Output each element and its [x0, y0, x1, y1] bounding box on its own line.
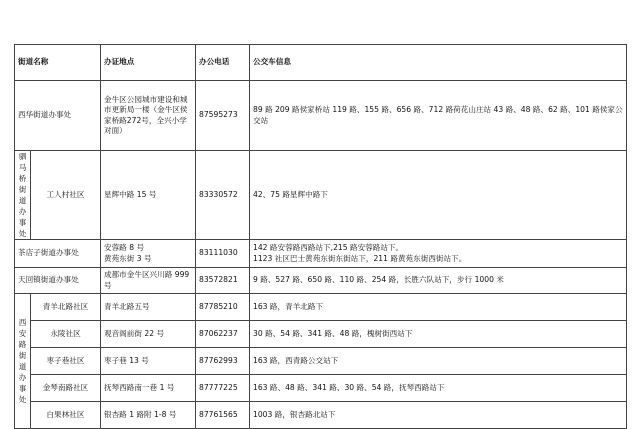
- table-row: [15, 402, 627, 429]
- phone-cell: 87762993: [196, 348, 250, 375]
- table-row: [15, 240, 627, 268]
- street-cell: 西华街道办事处: [15, 81, 101, 151]
- bus-cell: 163 路，青羊北路下: [250, 294, 627, 321]
- phone-cell: 87777225: [196, 375, 250, 402]
- table-row: [15, 375, 627, 402]
- location-cell: 观音阁前街 22 号: [101, 321, 196, 348]
- location-cell: 星辉中路 15 号: [101, 151, 196, 240]
- bus-cell: 42、75 路星辉中路下: [250, 151, 627, 240]
- table-row: [15, 268, 627, 294]
- phone-cell: 87595273: [196, 81, 250, 151]
- table-row: [15, 321, 627, 348]
- location-cell: 抚琴西路南一巷 1 号: [101, 375, 196, 402]
- phone-cell: 83111030: [196, 240, 250, 268]
- street-cell-vertical: 西 安 路 街 道 办 事 处: [15, 294, 31, 429]
- header-location: 办证地点: [101, 45, 196, 81]
- office-info-table-wrapper: [14, 44, 626, 418]
- bus-cell: 30 路、54 路、341 路、48 路，槐树街西站下: [250, 321, 627, 348]
- street-cell: 茶店子街道办事处: [15, 240, 101, 268]
- header-street: 街道名称: [15, 45, 101, 81]
- community-cell: 白果林社区: [31, 402, 101, 429]
- phone-cell: 87761565: [196, 402, 250, 429]
- location-cell: 成都市金牛区兴川路 999 号: [101, 268, 196, 294]
- phone-cell: 87785210: [196, 294, 250, 321]
- phone-cell: 87062237: [196, 321, 250, 348]
- table-row: [15, 151, 627, 240]
- street-cell-vertical: 驷 马 桥 街 道 办 事 处: [15, 151, 31, 240]
- phone-cell: 83330572: [196, 151, 250, 240]
- bus-cell: 163 路，西青路公交站下: [250, 348, 627, 375]
- bus-cell: 142 路安蓉路西路站下,215 路安蓉路站下。 1123 社区巴士黄苑东街东街站下，211 路黄苑东街西街站下。: [250, 240, 627, 268]
- office-info-table: [14, 44, 627, 429]
- phone-cell: 83572821: [196, 268, 250, 294]
- location-cell: 枣子巷 13 号: [101, 348, 196, 375]
- community-cell: 枣子巷社区: [31, 348, 101, 375]
- header-bus: 公交车信息: [250, 45, 627, 81]
- table-row: [15, 294, 627, 321]
- bus-cell: 163 路、48 路、341 路、30 路、54 路，抚琴西路站下: [250, 375, 627, 402]
- community-cell: 永陵社区: [31, 321, 101, 348]
- bus-cell: 9 路、527 路、650 路、110 路、254 路，长胜六队站下，步行 1000 米: [250, 268, 627, 294]
- header-row: [15, 45, 627, 81]
- table-row: [15, 81, 627, 151]
- community-cell: 青羊北路社区: [31, 294, 101, 321]
- location-cell: 青羊北路五号: [101, 294, 196, 321]
- table-row: [15, 348, 627, 375]
- community-cell: 工人村社区: [31, 151, 101, 240]
- location-cell: 金牛区公园城市建设和城市更新局一楼（金牛区侯家桥路272号，全兴小学对面）: [101, 81, 196, 151]
- street-cell: 天回镇街道办事处: [15, 268, 101, 294]
- bus-cell: 1003 路，银杏路北站下: [250, 402, 627, 429]
- bus-cell: 89 路 209 路侯家桥站 119 路、155 路、656 路、712 路荷花山庄站 43 路、48 路、62 路、101 路侯家公交站: [250, 81, 627, 151]
- community-cell: 金琴南路社区: [31, 375, 101, 402]
- location-cell: 安蓉路 8 号 黄苑东街 3 号: [101, 240, 196, 268]
- header-phone: 办公电话: [196, 45, 250, 81]
- location-cell: 银杏路 1 路附 1-8 号: [101, 402, 196, 429]
